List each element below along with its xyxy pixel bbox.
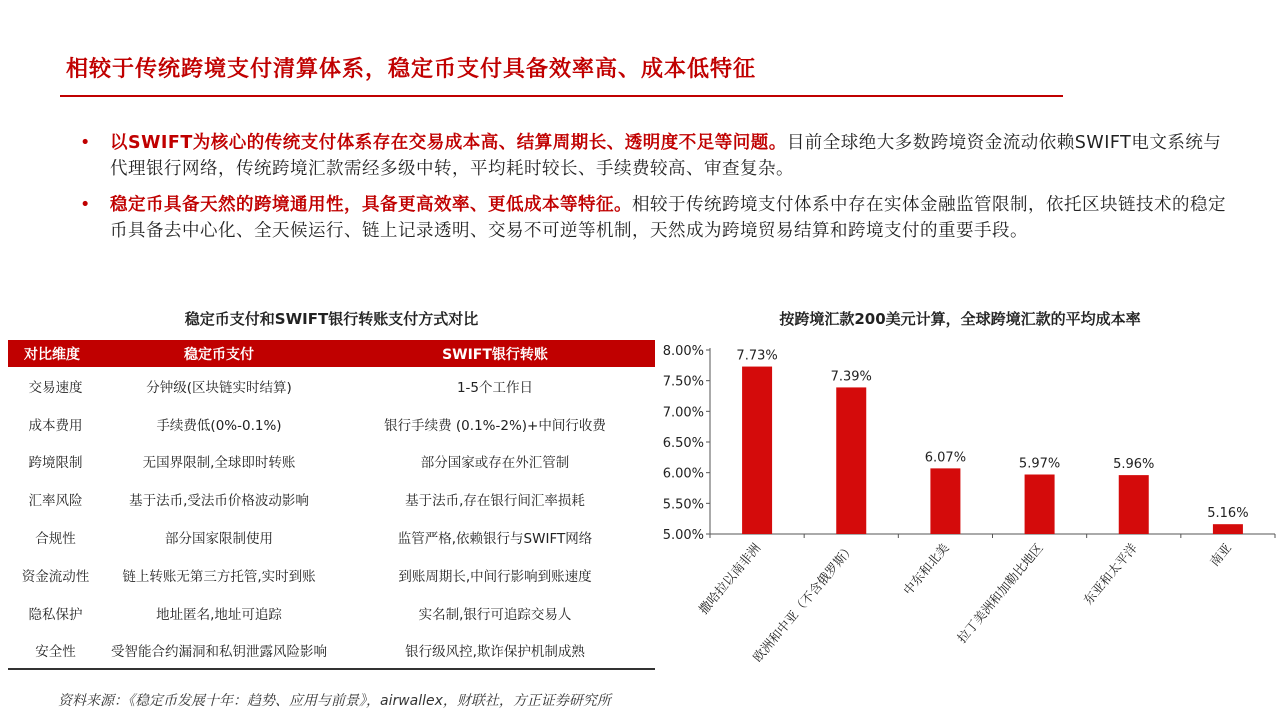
table-cell: 隐私保护 [28, 606, 83, 623]
y-tick-label: 5.50% [662, 497, 704, 513]
table-cell: 监管严格,依赖银行与SWIFT网络 [397, 531, 593, 548]
bar [1025, 475, 1055, 534]
table-cell: 受智能合约漏洞和私钥泄露风险影响 [111, 643, 327, 660]
table-cell: 实名制,银行可追踪交易人 [418, 606, 572, 623]
table-header: 稳定币支付 [103, 340, 335, 367]
x-category-label: 南亚 [1206, 540, 1235, 570]
bullet-text: 相较于传统跨境支付体系中存在实体金融监管限制，依托区块链技术的稳定币具备去中心化、全天候运行、链上记录透明、交易不可逆等机制，天然成为跨境贸易结算和跨境支付的重要手段。 [110, 195, 1226, 241]
bullet-list [80, 130, 1230, 254]
table-header: SWIFT银行转账 [335, 340, 655, 367]
data-label: 5.96% [1113, 457, 1155, 473]
table-cell: 链上转账无第三方托管,实时到账 [122, 568, 316, 585]
bullet-dot-icon: • [80, 133, 91, 153]
table-row [8, 556, 655, 594]
data-label: 5.97% [1018, 456, 1061, 472]
table-cell: 部分国家或存在外汇管制 [420, 455, 570, 472]
table-cell: 分钟级(区块链实时结算) [146, 379, 292, 396]
x-category-label: 拉丁美洲和加勒比地区 [954, 540, 1046, 646]
table-cell: 汇率风险 [28, 493, 83, 510]
data-label: 5.16% [1207, 506, 1249, 522]
bullet-item [80, 130, 1230, 182]
table-row [8, 632, 655, 670]
title-underline [60, 95, 1063, 97]
y-tick-label: 7.00% [662, 405, 704, 421]
table-cell: 1-5个工作日 [456, 379, 534, 396]
table-row [8, 594, 655, 632]
table-cell: 到账周期长,中间行影响到账速度 [398, 568, 592, 585]
table-cell: 安全性 [35, 643, 76, 660]
table-header: 对比维度 [8, 340, 103, 367]
table-cell: 无国界限制,全球即时转账 [142, 455, 296, 472]
y-tick-label: 8.00% [662, 344, 704, 359]
y-tick-label: 5.00% [662, 528, 704, 543]
table-cell: 资金流动性 [21, 568, 90, 585]
y-tick-label: 6.00% [662, 466, 704, 482]
bar [836, 387, 866, 534]
bullet-highlight: 以SWIFT为核心的传统支付体系存在交易成本高、结算周期长、透明度不足等问题。 [110, 133, 787, 153]
table-cell: 银行级风控,欺诈保护机制成熟 [405, 643, 585, 660]
bar [1119, 475, 1149, 534]
source-note: 资料来源：《稳定币发展十年：趋势、应用与前景》，airwallex，财联社，方正证券研究所 [58, 693, 611, 709]
bar [1213, 524, 1243, 534]
table-cell: 跨境限制 [28, 455, 83, 472]
x-category-label: 撒哈拉以南非洲 [695, 540, 764, 617]
y-tick-label: 7.50% [662, 374, 704, 390]
table-row [8, 367, 655, 405]
data-label: 6.07% [924, 450, 967, 466]
table-cell: 合规性 [35, 531, 76, 548]
table-row [8, 405, 655, 443]
table-title: 稳定币支付和SWIFT银行转账支付方式对比 [184, 310, 479, 328]
bullet-dot-icon: • [80, 195, 91, 215]
table-cell: 地址匿名,地址可追踪 [156, 606, 282, 623]
comparison-table [8, 340, 655, 670]
table-cell: 部分国家限制使用 [165, 531, 273, 548]
table-cell: 基于法币,受法币价格波动影响 [129, 493, 309, 510]
x-category-label: 中东和北美 [900, 540, 952, 598]
table-row [8, 480, 655, 518]
table-cell: 成本费用 [28, 417, 83, 434]
table-cell: 手续费低(0%-0.1%) [156, 417, 282, 434]
bullet-item [80, 192, 1230, 244]
table-cell: 交易速度 [28, 379, 83, 396]
bullet-text: 目前全球绝大多数跨境资金流动依赖SWIFT电文系统与代理银行网络，传统跨境汇款需经多级中转，平均耗时较长、手续费较高、审查复杂。 [110, 133, 1222, 179]
table-row [8, 443, 655, 481]
data-label: 7.73% [736, 348, 778, 364]
table-row [8, 518, 655, 556]
chart-title: 按跨境汇款200美元计算，全球跨境汇款的平均成本率 [779, 310, 1141, 328]
data-label: 7.39% [830, 369, 872, 385]
table-cell: 基于法币,存在银行间汇率损耗 [405, 493, 585, 510]
table-cell: 银行手续费 (0.1%-2%)+中间行收费 [384, 417, 606, 434]
x-category-label: 东亚和太平洋 [1080, 540, 1141, 608]
y-tick-label: 6.50% [662, 436, 704, 451]
bar [930, 468, 960, 534]
bar [742, 367, 772, 534]
x-category-label: 欧洲和中亚（不含俄罗斯） [749, 540, 858, 665]
page-title: 相较于传统跨境支付清算体系，稳定币支付具备效率高、成本低特征 [66, 57, 757, 82]
bullet-highlight: 稳定币具备天然的跨境通用性，具备更高效率、更低成本等特征。 [110, 195, 632, 215]
